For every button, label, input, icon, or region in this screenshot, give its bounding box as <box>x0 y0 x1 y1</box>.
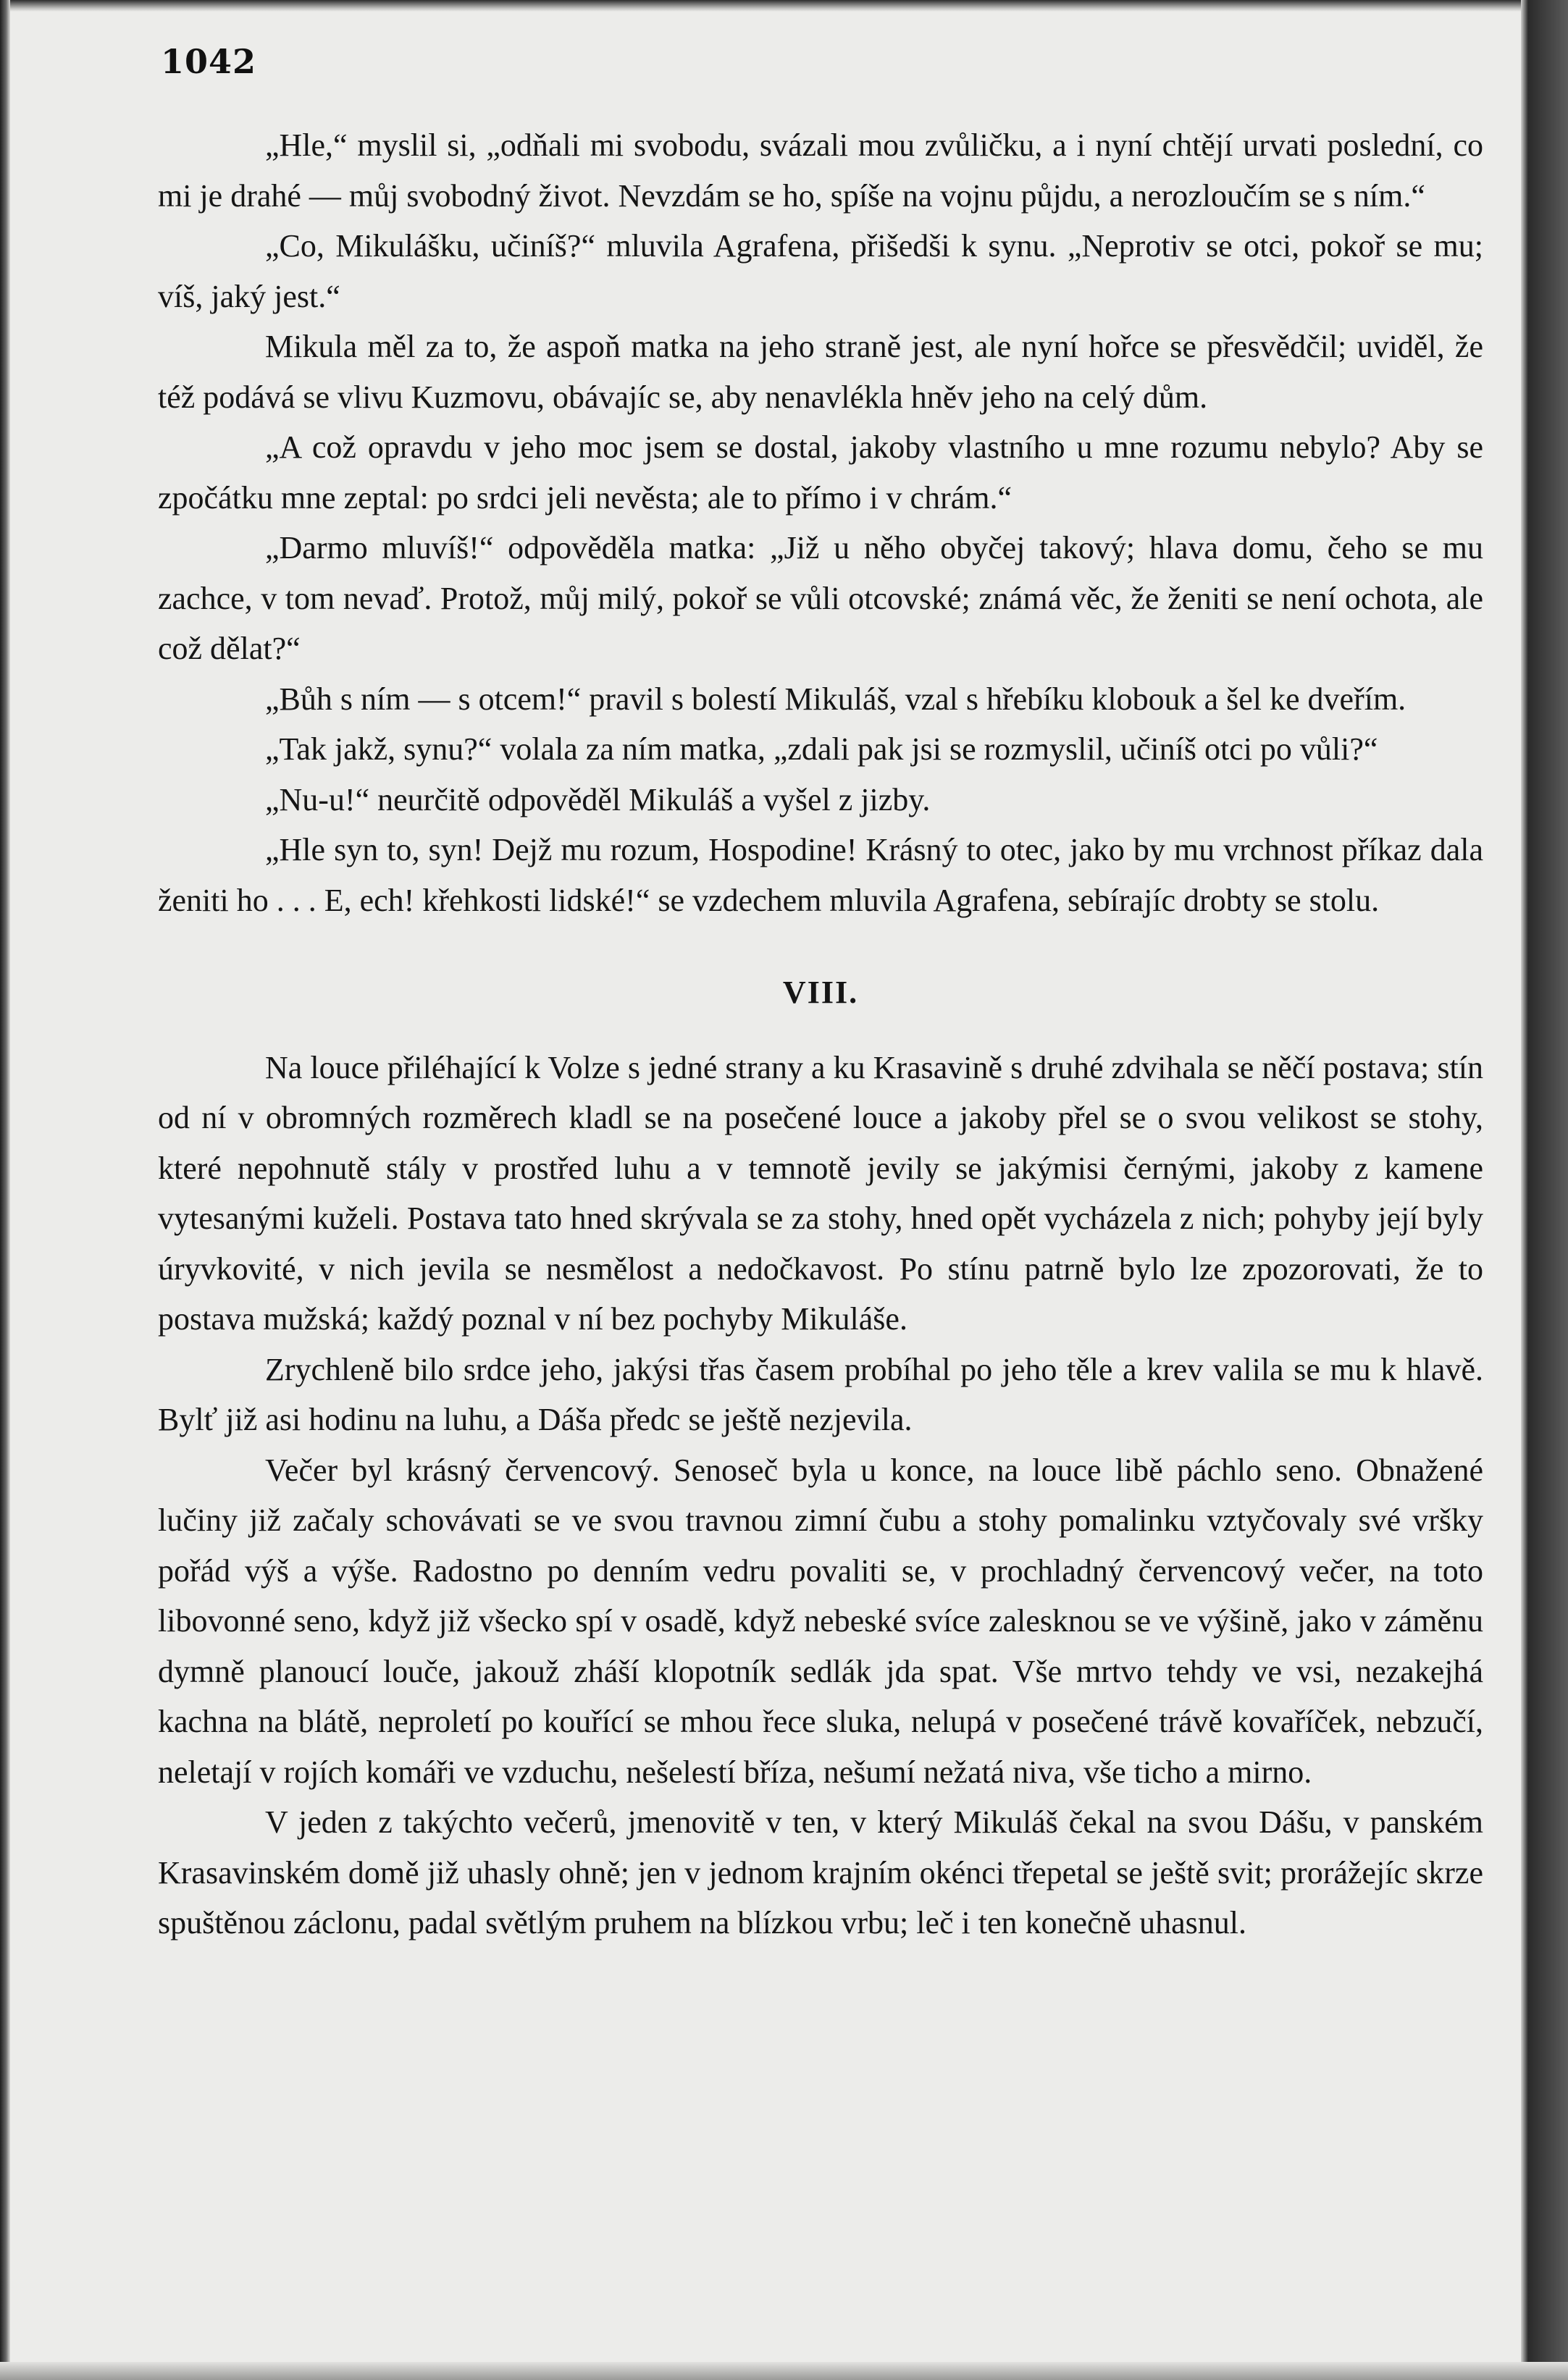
paragraph: „Nu-u!“ neurčitě odpověděl Mikuláš a vyšel z jizby. <box>265 781 931 817</box>
scan-bottom-edge <box>0 2362 1568 2380</box>
paragraph: Zrychleně bilo srdce jeho, jakýsi třas časem probíhal po jeho těle a krev valila se mu k hlavě. Bylť již asi hodinu na luhu, a Dáša předc se ještě nezjevila. <box>158 1351 1483 1437</box>
paragraph: „Hle syn to, syn! Dejž mu rozum, Hospodine! Krásný to otec, jako by mu vrchnost příkaz dala ženiti ho . . . E, ech! křehkosti lidské!“ se vzdechem mluvila Agrafena, sebírajíc drobty se stolu. <box>158 832 1483 918</box>
body-text <box>158 120 1483 1948</box>
paragraph: „Co, Mikulášku, učiníš?“ mluvila Agrafena, přišedši k synu. „Neprotiv se otci, pokoř se mu; víš, jaký jest.“ <box>158 228 1483 314</box>
scan-right-edge <box>1521 0 1568 2380</box>
chapter-heading: VIII. <box>782 975 859 1010</box>
paragraph: Večer byl krásný červencový. Senoseč byla u konce, na louce libě páchlo seno. Obnažené lučiny již začaly schovávati se ve svou travnou zimní čubu a stohy pomalinku vztyčovaly své vršky pořád výš a výše. Radostno po denním vedru povaliti se, v prochladný červencový večer, na toto libovonné seno, když již všecko spí v osadě, když nebeské svíce zalesknou se ve výšině, jako v záměnu dymně planoucí louče, jakouž zháší klopotník sedlák jda spat. Vše mrtvo tehdy ve vsi, nezakejhá kachna na blátě, neproletí po kouřící se mhou řece sluka, nelupá v posečené trávě kovaříček, nebzučí, neletají v rojích komáři ve vzduchu, nešelestí bříza, nešumí nežatá niva, vše ticho a mirno. <box>158 1452 1483 1790</box>
paragraph: „Hle,“ myslil si, „odňali mi svobodu, svázali mou zvůličku, a i nyní chtějí urvati poslední, co mi je drahé — můj svobodný život. Nevzdám se ho, spíše na vojnu půjdu, a nerozloučím se s ním.“ <box>158 127 1483 214</box>
paragraph: V jeden z takýchto večerů, jmenovitě v ten, v který Mikuláš čekal na svou Dášu, v panském Krasavinském domě již uhasly ohně; jen v jednom krajním okénci třepetal se ještě svit; prorážejíc skrze spuštěnou záclonu, padal světlým pruhem na blízkou vrbu; leč i ten konečně uhasnul. <box>158 1804 1483 1940</box>
paragraph: „Tak jakž, synu?“ volala za ním matka, „zdali pak jsi se rozmyslil, učiníš otci po vůli?“ <box>265 731 1378 767</box>
paragraph: Mikula měl za to, že aspoň matka na jeho straně jest, ale nyní hořce se přesvědčil; uviděl, že též podává se vlivu Kuzmovu, obávajíc se, aby nenavlékla hněv jeho na celý dům. <box>158 329 1483 415</box>
paragraph: Na louce přiléhající k Volze s jedné strany a ku Krasavině s druhé zdvihala se něčí postava; stín od ní v obromných rozměrech kladl se na posečené louce a jakoby přel se o svou velikost se stohy, které nepohnutě stály v prostřed luhu a v temnotě jevily se jakýmisi černými, jakoby z kamene vytesanými kuželi. Postava tato hned skrývala se za stohy, hned opět vycházela z nich; pohyby její byly úryvkovité, v nich jevila se nesmělost a nedočkavost. Po stínu patrně bylo lze zpozorovati, že to postava mužská; každý poznal v ní bez pochyby Mikuláše. <box>158 1049 1483 1337</box>
paragraph: „Darmo mluvíš!“ odpověděla matka: „Již u něho obyčej takový; hlava domu, čeho se mu zachce, v tom nevaď. Protož, můj milý, pokoř se vůli otcovské; známá věc, že ženiti se není ochota, ale což dělat?“ <box>158 530 1483 666</box>
scan-left-edge <box>0 0 10 2380</box>
paragraph: „A což opravdu v jeho moc jsem se dostal, jakoby vlastního u mne rozumu nebylo? Aby se zpočátku mne zeptal: po srdci jeli nevěsta; ale to přímo i v chrám.“ <box>158 429 1483 516</box>
paragraph: „Bůh s ním — s otcem!“ pravil s bolestí Mikuláš, vzal s hřebíku klobouk a šel ke dveřím. <box>265 681 1406 717</box>
page-number: 1042 <box>161 42 257 81</box>
scan-top-edge <box>0 0 1568 12</box>
